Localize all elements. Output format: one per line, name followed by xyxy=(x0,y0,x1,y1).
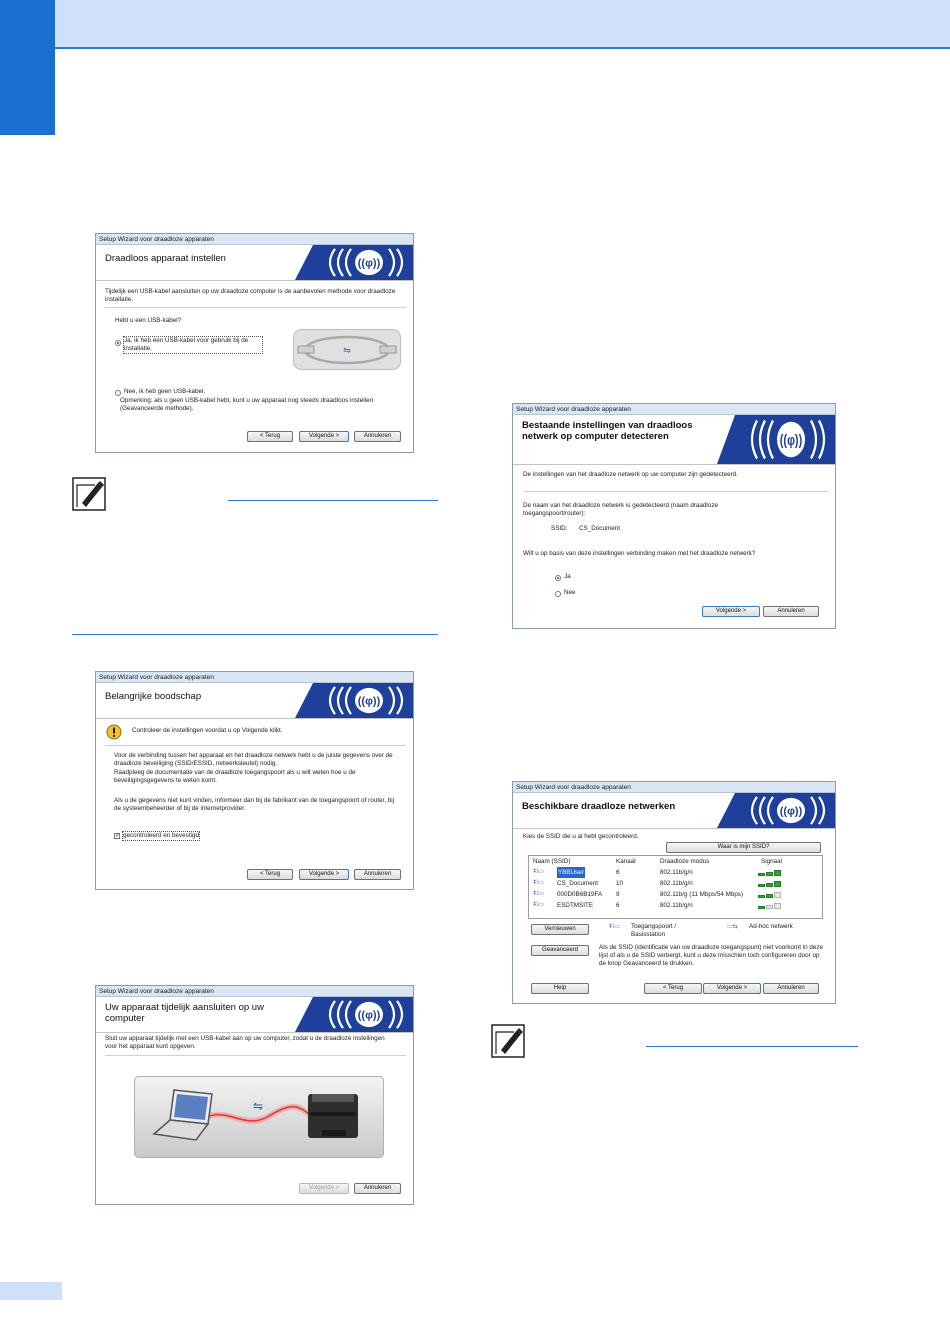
advanced-text: Als de SSID (identificatie van uw draadloze toegangspunt) niet voorkomt in deze lijst of als u de SSID verbergt, kunt u deze misschien toch configureren door op de knop Geavanceerd te drukken. xyxy=(599,944,824,968)
signal-strength-icon xyxy=(758,892,784,898)
dialog-title: Belangrijke boodschap xyxy=(105,691,202,702)
network-row[interactable] xyxy=(529,878,822,889)
ssid-value: CS_Document xyxy=(579,525,620,532)
radio-connect-yes[interactable] xyxy=(555,575,561,581)
signal-bar xyxy=(766,872,773,877)
svg-text:((φ)): ((φ)) xyxy=(779,431,803,449)
svg-text:⇋: ⇋ xyxy=(343,346,351,356)
network-row[interactable] xyxy=(529,889,822,900)
radio-usb-no[interactable] xyxy=(115,390,121,396)
svg-text:((φ)): ((φ)) xyxy=(357,1009,381,1022)
chapter-tab xyxy=(0,0,55,135)
intro-text: Tijdelijk een USB-kabel aansluiten op uw draadloze computer is de aanbevolen methode voor draadloze installatie. xyxy=(105,288,396,304)
wireless-logo-icon xyxy=(295,245,413,280)
dialog-title: Beschikbare draadloze netwerken xyxy=(522,801,676,812)
laptop-printer-usb-illustration xyxy=(134,1076,384,1158)
network-channel: 10 xyxy=(616,880,624,887)
cancel-button[interactable]: Annuleren xyxy=(354,869,401,880)
dialog-banner xyxy=(96,683,413,719)
dialog-banner xyxy=(513,415,835,465)
network-ssid: CS_Document xyxy=(557,880,598,887)
info-paragraph-2: Raadpleeg de documentatie van de draadloze toegangspoort als u wilt weten hoe u de beveiligingsgegevens te weten komt. xyxy=(114,769,356,785)
column-channel[interactable]: Kanaal xyxy=(616,858,636,865)
network-row[interactable] xyxy=(529,900,822,911)
radio-usb-no-label[interactable]: Nee, ik heb geen USB-kabel. xyxy=(124,388,206,395)
window-title: Setup Wizard voor draadloze apparaten xyxy=(513,404,835,415)
svg-text:⇋: ⇋ xyxy=(252,1099,264,1113)
back-button[interactable]: < Terug xyxy=(644,983,702,994)
confirm-checkbox-label[interactable]: gecontroleerd en bevestigd xyxy=(123,832,199,839)
svg-text:((φ)): ((φ)) xyxy=(779,805,803,818)
radio-connect-yes-label[interactable]: Ja xyxy=(564,573,571,580)
note-rule xyxy=(228,500,438,501)
dialog-wireless-setup xyxy=(95,233,414,453)
column-signal[interactable]: Signaal xyxy=(761,858,783,865)
cancel-button[interactable]: Annuleren xyxy=(763,983,819,994)
network-list-header xyxy=(529,856,822,867)
column-mode[interactable]: Draadloze modus xyxy=(660,858,710,865)
signal-bar xyxy=(766,883,773,888)
warning-text: Controleer de instellingen voordat u op Volgende klikt. xyxy=(132,727,283,734)
window-title: Setup Wizard voor draadloze apparaten xyxy=(96,672,413,683)
signal-bar xyxy=(758,895,765,898)
access-point-icon: ǂ⁞▭ xyxy=(533,880,544,886)
next-button[interactable]: Volgende > xyxy=(703,983,761,994)
note-rule xyxy=(646,1046,858,1047)
signal-bar xyxy=(774,881,781,887)
window-title: Setup Wizard voor draadloze apparaten xyxy=(96,234,413,245)
cancel-button[interactable]: Annuleren xyxy=(354,431,401,442)
cancel-button[interactable]: Annuleren xyxy=(763,606,819,617)
choose-ssid-text: Kies de SSID die u al hebt gecontroleerd. xyxy=(523,833,639,840)
access-point-icon: ǂ⁞▭ xyxy=(533,902,544,908)
network-mode: 802.11b/g (11 Mbps/54 Mbps) xyxy=(660,891,744,898)
adhoc-legend-icon: ▭⇆ xyxy=(727,924,738,930)
svg-text:((φ)): ((φ)) xyxy=(357,695,381,708)
column-ssid[interactable]: Naam (SSID) xyxy=(533,858,571,865)
intro-text: Sluit uw apparaat tijdelijk met een USB-kabel aan op uw computer, zodat u de draadloze instellingen voor het apparaat kunt opgeven. xyxy=(105,1035,385,1051)
next-button[interactable]: Volgende > xyxy=(299,1183,349,1194)
dialog-title: Uw apparaat tijdelijk aansluiten op uw computer xyxy=(105,1002,264,1024)
where-ssid-button[interactable]: Waar is mijn SSID? xyxy=(666,842,821,853)
back-button[interactable]: < Terug xyxy=(247,869,293,880)
signal-bar xyxy=(758,873,765,876)
radio-usb-yes-label[interactable]: Ja, ik heb een USB-kabel voor gebruik bij de installatie. xyxy=(124,337,262,353)
network-channel: 6 xyxy=(616,902,620,909)
refresh-button[interactable]: Vernieuwen xyxy=(531,924,589,935)
wireless-logo-icon xyxy=(717,415,835,464)
dialog-title: Draadloos apparaat instellen xyxy=(105,253,226,264)
radio-connect-no-label[interactable]: Nee xyxy=(564,589,576,596)
network-mode: 802.11b/g/n xyxy=(660,880,693,887)
signal-strength-icon xyxy=(758,903,784,909)
network-channel: 6 xyxy=(616,869,620,876)
dialog-available-networks xyxy=(512,781,836,1004)
dialog-banner xyxy=(96,997,413,1033)
radio-usb-yes[interactable] xyxy=(115,340,121,346)
signal-bar xyxy=(766,894,773,899)
network-list[interactable] xyxy=(528,855,823,919)
cancel-button[interactable]: Annuleren xyxy=(354,1183,401,1194)
dialog-connect-usb xyxy=(95,985,414,1205)
page-number-tab xyxy=(0,1282,62,1300)
network-ssid: ESDTMSITE xyxy=(557,902,594,909)
ssid-label: SSID: xyxy=(551,525,568,532)
signal-bar xyxy=(758,884,765,887)
back-button[interactable]: < Terug xyxy=(247,431,293,442)
note-icon xyxy=(72,477,106,511)
signal-strength-icon xyxy=(758,870,784,876)
signal-bar xyxy=(774,892,781,898)
usb-question: Hebt u een USB-kabel? xyxy=(115,317,182,324)
signal-strength-icon xyxy=(758,881,784,887)
next-button[interactable]: Volgende > xyxy=(299,869,349,880)
access-point-legend-icon: ǂ⁞▭ xyxy=(609,924,620,930)
network-ssid: 000D0B6B19FA xyxy=(557,891,603,898)
network-channel: 9 xyxy=(616,891,620,898)
note-icon xyxy=(491,1024,525,1058)
radio-connect-no[interactable] xyxy=(555,591,561,597)
signal-bar xyxy=(758,906,765,909)
dialog-title: Bestaande instellingen van draadloos netwerk op computer detecteren xyxy=(522,420,693,442)
connect-question: Wilt u op basis van deze instellingen verbinding maken met het draadloze netwerk? xyxy=(523,550,756,557)
signal-bar xyxy=(774,870,781,876)
advanced-button[interactable]: Geavanceerd xyxy=(531,945,589,956)
dialog-important-message xyxy=(95,671,414,890)
legend-access-point: Toegangspoort / Basisstation xyxy=(631,923,677,939)
signal-bar xyxy=(774,903,781,909)
confirm-checkbox[interactable]: ✓ xyxy=(115,833,121,839)
ssid-detected-text: De naam van het draadloze netwerk is gedetecteerd (naam draadloze toegangspoort/router): xyxy=(523,502,718,518)
dialog-banner xyxy=(513,793,835,829)
remark-text: Opmerking: als u geen USB-kabel hebt, kunt u uw apparaat nog steeds draadloos instellen (Geavanceerde methode). xyxy=(120,397,374,413)
svg-text:((φ)): ((φ)) xyxy=(357,257,381,270)
network-mode: 802.11b/g/n xyxy=(660,902,693,909)
info-paragraph-3: Als u de gegevens niet kunt vinden, informeer dan bij de fabrikant van de toegangspoort of router, bij de systeembeheerder of bij de internetprovider. xyxy=(114,797,395,813)
header-band xyxy=(0,0,950,49)
next-button[interactable]: Volgende > xyxy=(299,431,349,442)
access-point-icon: ǂ⁞▭ xyxy=(533,891,544,897)
wireless-logo-icon xyxy=(717,793,835,828)
help-button[interactable]: Help xyxy=(531,983,589,994)
wireless-logo-icon xyxy=(295,997,413,1032)
dialog-banner xyxy=(96,245,413,281)
access-point-icon: ǂ⁞▭ xyxy=(533,869,544,875)
signal-bar xyxy=(766,905,773,910)
legend-adhoc: Ad-hoc netwerk xyxy=(749,923,793,930)
wireless-logo-icon xyxy=(295,683,413,718)
next-button[interactable]: Volgende > xyxy=(702,606,760,617)
network-mode: 802.11b/g/n xyxy=(660,869,693,876)
warning-icon xyxy=(106,724,122,740)
detected-text: De instellingen van het draadloze netwerk op uw computer zijn gedetecteerd. xyxy=(523,471,738,478)
network-ssid: YBBUser xyxy=(558,869,584,876)
network-row[interactable] xyxy=(529,867,822,878)
note-end-rule xyxy=(72,634,438,635)
usb-cable-illustration xyxy=(293,329,401,370)
window-title: Setup Wizard voor draadloze apparaten xyxy=(96,986,413,997)
dialog-detect-settings xyxy=(512,403,836,629)
info-paragraph-1: Voor de verbinding tussen het apparaat en het draadloze netwerk hebt u de juiste gegevens over de draadloze beveiliging (SSID/ESSID, netwerksleutel) nodig. xyxy=(114,752,393,768)
window-title: Setup Wizard voor draadloze apparaten xyxy=(513,782,835,793)
